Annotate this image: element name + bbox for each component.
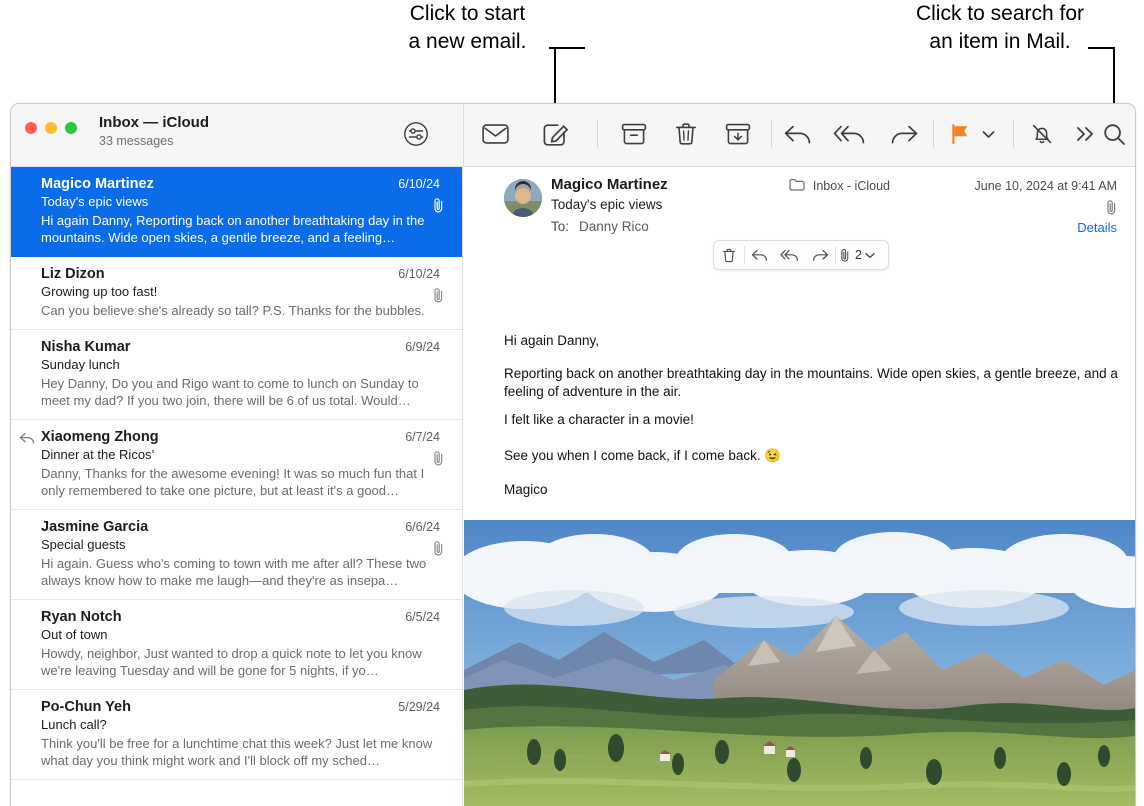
pencil-square-icon[interactable]	[539, 118, 573, 150]
message-sender: Xiaomeng Zhong	[41, 429, 159, 445]
toolbar-separator-3	[933, 120, 934, 148]
paperclip-icon	[433, 197, 444, 214]
mailbox-message-count: 33 messages	[99, 134, 174, 148]
paperclip-icon	[433, 540, 444, 557]
junk-box-icon[interactable]	[721, 118, 755, 150]
message-subject: Out of town	[41, 627, 108, 642]
flag-icon[interactable]	[943, 118, 977, 150]
reader-sender: Magico Martinez	[551, 176, 668, 193]
reply-arrow-icon[interactable]	[781, 118, 815, 150]
message-preview: Hi again. Guess who's coming to town with me after all? These two always know how to make me laugh—and they're as insepa…	[41, 556, 427, 588]
message-forward-button[interactable]	[805, 242, 835, 268]
bell-slash-icon[interactable]	[1025, 118, 1059, 150]
message-sender: Liz Dizon	[41, 266, 105, 282]
message-body-paragraph: Reporting back on another breathtaking day in the mountains. Wide open skies, a gentle breeze, and a feeling of adventure in the air.	[504, 366, 1118, 399]
message-list-item[interactable]	[11, 257, 462, 330]
message-list-item[interactable]	[11, 690, 462, 780]
toolbar-separator-1	[597, 120, 598, 148]
attached-photo[interactable]	[464, 520, 1135, 806]
message-subject: Today's epic views	[41, 194, 149, 209]
attachment-count: 2	[855, 248, 862, 262]
callout-search-line1: Click to search for	[915, 2, 1085, 25]
message-date: 6/6/24	[405, 520, 440, 534]
callout-search-line2: an item in Mail.	[929, 30, 1071, 53]
trash-icon[interactable]	[669, 118, 703, 150]
maximize-window-button[interactable]	[65, 122, 77, 134]
message-list-item[interactable]	[11, 420, 462, 510]
message-list-item[interactable]	[11, 167, 462, 257]
message-body-paragraph: See you when I come back, if I come back. 😉	[504, 448, 782, 463]
message-date: 6/10/24	[398, 177, 440, 191]
message-preview: Hey Danny, Do you and Rigo want to come to lunch on Sunday to meet my dad? If you two join, there will be 6 of us total. Would…	[41, 376, 419, 408]
message-list-item[interactable]	[11, 510, 462, 600]
minimize-window-button[interactable]	[45, 122, 57, 134]
envelope-icon[interactable]	[478, 118, 512, 150]
mailbox-folder-icon	[789, 178, 805, 191]
replied-arrow-icon	[19, 432, 35, 445]
message-preview: Can you believe she's already so tall? P.S. Thanks for the bubbles.	[41, 303, 425, 318]
message-list-item[interactable]	[11, 330, 462, 420]
message-subject: Sunday lunch	[41, 357, 120, 372]
message-subject: Lunch call?	[41, 717, 107, 732]
message-reply-all-button[interactable]	[775, 242, 805, 268]
message-sender: Ryan Notch	[41, 609, 122, 625]
toolbar	[11, 104, 1135, 167]
message-date: 6/9/24	[405, 340, 440, 354]
message-list[interactable]	[11, 167, 463, 806]
mailbox-title: Inbox — iCloud	[99, 114, 209, 131]
filter-icon[interactable]	[399, 118, 433, 150]
reply-all-arrow-icon[interactable]	[833, 118, 867, 150]
callout-compose-line2: a new email.	[408, 30, 527, 53]
message-subject: Growing up too fast!	[41, 284, 158, 299]
message-date: 6/7/24	[405, 430, 440, 444]
chevron-down-icon[interactable]	[862, 242, 878, 268]
callout-compose	[360, 0, 575, 56]
message-body-paragraph: Hi again Danny,	[504, 333, 600, 348]
archive-box-icon[interactable]	[617, 118, 651, 150]
details-link[interactable]: Details	[1077, 220, 1117, 235]
message-subject: Dinner at the Ricos’	[41, 447, 155, 462]
message-subject: Special guests	[41, 537, 126, 552]
reader-subject: Today's epic views	[551, 197, 663, 212]
message-body-paragraph: Magico	[504, 482, 548, 497]
message-preview: Hi again Danny, Reporting back on another breathtaking day in the mountains. Wide open skies, a gentle breeze, and a feeling…	[41, 213, 425, 245]
chevron-down-icon[interactable]	[977, 118, 999, 150]
toolbar-separator-4	[1013, 120, 1014, 148]
reader-to-value: Danny Rico	[579, 219, 649, 234]
message-preview: Danny, Thanks for the awesome evening! It was so much fun that I only remembered to take one picture, but at least it's a good…	[41, 466, 425, 498]
reading-pane	[464, 167, 1135, 806]
message-preview: Howdy, neighbor, Just wanted to drop a quick note to let you know we're leaving Tuesday and will be gone for 5 nights, if yo…	[41, 646, 422, 678]
message-sender: Jasmine Garcia	[41, 519, 149, 535]
callout-search-leader-h	[1088, 47, 1114, 49]
message-preview: Think you'll be free for a lunchtime chat this week? Just let me know what day you think might work and I'll block off my sched…	[41, 736, 433, 768]
magnifying-glass-icon[interactable]	[1097, 118, 1131, 150]
reader-mailbox: Inbox - iCloud	[812, 179, 890, 193]
message-sender: Nisha Kumar	[41, 339, 131, 355]
message-body-paragraph: I felt like a character in a movie!	[504, 412, 694, 427]
callout-compose-line1: Click to start	[409, 2, 526, 25]
mail-window	[10, 103, 1136, 806]
forward-arrow-icon[interactable]	[887, 118, 921, 150]
callout-search-leader-v	[1113, 47, 1115, 111]
close-window-button[interactable]	[25, 122, 37, 134]
message-date: 6/5/24	[405, 610, 440, 624]
message-date: 5/29/24	[398, 700, 440, 714]
paperclip-icon	[433, 450, 444, 467]
paperclip-icon	[433, 287, 444, 304]
callout-compose-leader-v	[554, 47, 556, 111]
paperclip-icon	[1106, 199, 1117, 216]
message-delete-button[interactable]	[714, 242, 744, 268]
message-list-item[interactable]	[11, 600, 462, 690]
avatar	[504, 179, 542, 217]
reader-date: June 10, 2024 at 9:41 AM	[974, 179, 1117, 193]
toolbar-divider	[463, 104, 464, 167]
reader-to-label: To:	[551, 219, 570, 234]
toolbar-separator-2	[771, 120, 772, 148]
message-sender: Po-Chun Yeh	[41, 699, 131, 715]
message-action-bar[interactable]	[713, 240, 889, 270]
paperclip-icon[interactable]	[836, 242, 854, 268]
message-sender: Magico Martinez	[41, 176, 154, 192]
message-reply-button[interactable]	[745, 242, 775, 268]
message-date: 6/10/24	[398, 267, 440, 281]
